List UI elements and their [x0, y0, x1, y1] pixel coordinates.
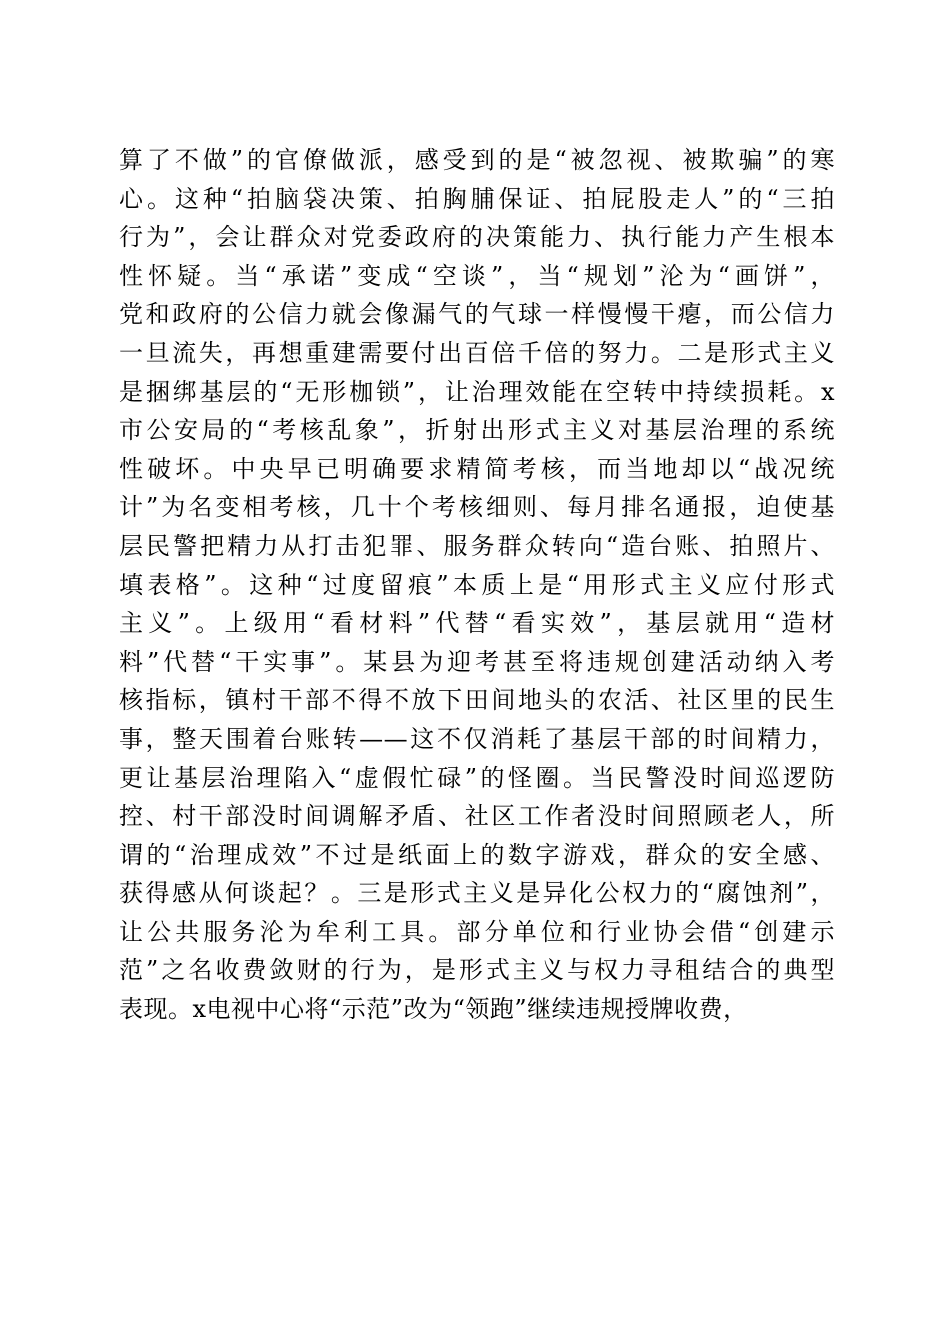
text-line: 心。这种“拍脑袋决策、拍胸脯保证、拍屁股走人”的“三拍 [119, 184, 835, 213]
text-line: 层民警把精力从打击犯罪、服务群众转向“造台账、拍照片、 [119, 531, 835, 560]
text-line: 性破坏。中央早已明确要求精简考核，而当地却以“战况统 [119, 454, 835, 483]
text-line: 填表格”。这种“过度留痕”本质上是“用形式主义应付形式 [119, 570, 835, 599]
text-line: 料”代替“干实事”。某县为迎考甚至将违规创建活动纳入考 [119, 647, 835, 676]
text-line: 行为”，会让群众对党委政府的决策能力、执行能力产生根本 [119, 223, 835, 252]
text-line: 谓的“治理成效”不过是纸面上的数字游戏，群众的安全感、 [119, 840, 835, 869]
text-line: 党和政府的公信力就会像漏气的气球一样慢慢干瘪，而公信力 [119, 300, 835, 329]
text-line: 性怀疑。当“承诺”变成“空谈”，当“规划”沦为“画饼”， [119, 261, 835, 290]
body-text [119, 141, 835, 1029]
text-line: 控、村干部没时间调解矛盾、社区工作者没时间照顾老人，所 [119, 802, 835, 831]
text-line: 表现。x电视中心将“示范”改为“领跑”继续违规授牌收费， [119, 995, 748, 1024]
text-line: 是捆绑基层的“无形枷锁”，让治理效能在空转中持续损耗。x [119, 377, 835, 406]
text-line: 范”之名收费敛财的行为，是形式主义与权力寻租结合的典型 [119, 956, 835, 985]
text-line: 算了不做”的官僚做派，感受到的是“被忽视、被欺骗”的寒 [119, 146, 835, 174]
text-line: 市公安局的“考核乱象”，折射出形式主义对基层治理的系统 [119, 416, 835, 445]
text-line: 一旦流失，再想重建需要付出百倍千倍的努力。二是形式主义 [119, 338, 835, 367]
text-line: 核指标，镇村干部不得不放下田间地头的农活、社区里的民生 [119, 686, 835, 715]
text-line: 主义”。上级用“看材料”代替“看实效”，基层就用“造材 [119, 609, 835, 638]
text-line: 计”为名变相考核，几十个考核细则、每月排名通报，迫使基 [119, 493, 835, 522]
text-line: 事，整天围着台账转——这不仅消耗了基层干部的时间精力， [119, 724, 835, 753]
text-line: 更让基层治理陷入“虚假忙碌”的怪圈。当民警没时间巡逻防 [119, 763, 835, 792]
text-line: 让公共服务沦为牟利工具。部分单位和行业协会借“创建示 [119, 917, 835, 946]
text-line: 获得感从何谈起？。三是形式主义是异化公权力的“腐蚀剂”， [119, 879, 835, 908]
